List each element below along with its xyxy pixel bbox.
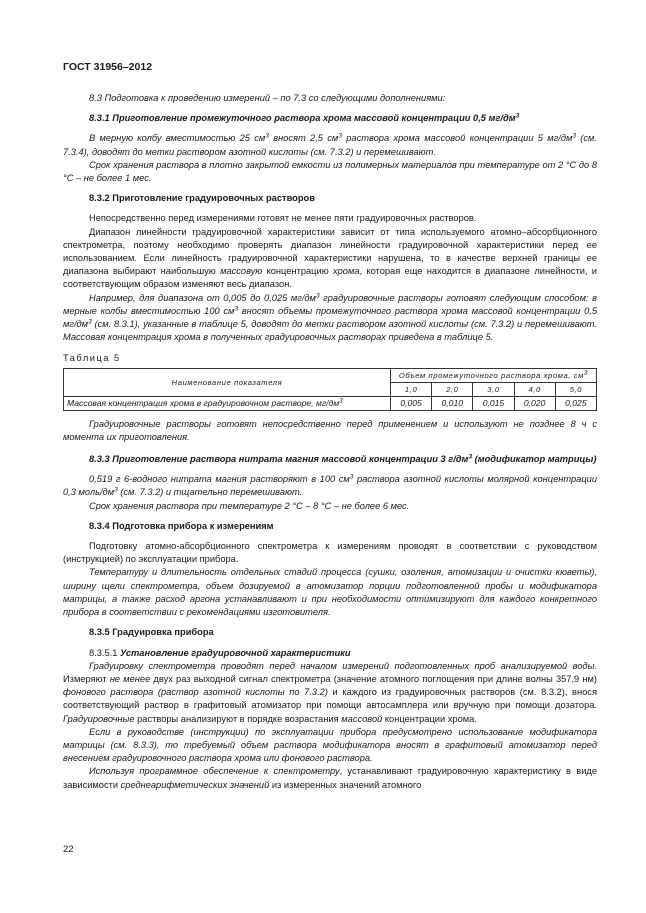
paragraph-8-3-1-a: В мерную колбу вместимостью 25 $см^3$ вносят 2,5 $см^3$ раствора хрома массовой концентрации 5 $мг/дм^3$ (см. 7.3.4), доводят до метки раствором азотной кислоты (см. 7.3.2) и перемешивают. xyxy=(63,132,597,157)
table-value-cell: 0,005 xyxy=(391,396,432,410)
paragraph-8-3-4-b: Температуру и длительность отдельных стадий процесса (сушки, озоления, атомизации и очистки кюветы), ширину щели спектрометра, объем дозируемой в атомизатор порции подготовленной пробы и модификатора матрицы, а также расход аргона устанавливают и при необходимости оптимизируют для каждого конкретного прибора в соответствии с рекомендациями изготовителя. xyxy=(63,567,597,618)
paragraph-8-3-2-c: Например, для диапазона от 0,005 до 0,025 $мг/дм^3$ градуировочные растворы готовят следующим способом: в мерные колбы вместимостью 100 $см^3$ вносят объемы промежуточного раствора хрома массовой концентрации 0,5 $мг/дм^3$ (см. 8.3.1), указанные в таблице 5, доводят до метки раствором азотной кислоты (см. 7.3.2) и перемешивают. Массовая концентрация хрома в полученных градуировочных растворах приведена в таблице 5. xyxy=(63,292,597,343)
table-header-row xyxy=(64,368,597,382)
table-col-header: Наименование показателя xyxy=(64,368,391,396)
paragraph-8-3-5-1-b: Если в руководстве (инструкции) по эксплуатации прибора предусмотрено использование модификатора матрицы (см. 8.3.3), то требуемый объем раствора модификатора вносят в графитовый атомизатор перед внесением градуировочного раствора хрома или фонового раствора. xyxy=(63,726,597,764)
paragraph-8-3-4-a: Подготовку атомно-абсорбционного спектрометра к измерениям проводят в соответствии с руководством (инструкцией) по эксплуатации прибора. xyxy=(63,541,597,565)
table-volume-cell: 5,0 xyxy=(555,382,596,396)
table-group-header: Объем промежуточного раствора хрома, $см^3$ xyxy=(391,368,597,382)
paragraph-8-3-2-b: Диапазон линейности градуировочной характеристики зависит от типа используемого атомно–абсорбционного спектрометра, поэтому необходимо проверять диапазон линейности градуировочной характеристики перед ее использованием. Если линейность градуировочной характеристики нарушена, то в качестве верхней границы ее диапазона выбирают наибольшую массовую концентрацию хрома, которая еще находится в диапазоне линейности, и соответствующим образом изменяют весь диапазон. xyxy=(63,226,597,290)
paragraph-8-3-2-a: Непосредственно перед измерениями готовят не менее пяти градуировочных растворов. xyxy=(89,213,477,224)
table-volume-cell: 2,0 xyxy=(432,382,473,396)
paragraph-8-3-2-d: Градуировочные растворы готовят непосредственно перед применением и используют не позднее 8 ч с момента их приготовления. xyxy=(63,418,597,442)
document-body xyxy=(63,92,597,792)
document-header: ГОСТ 31956–2012 xyxy=(63,61,153,73)
table-value-cell: 0,015 xyxy=(473,396,514,410)
heading-8-3-5-1: 8.3.5.1 Установление градуировочной характеристики xyxy=(89,647,351,658)
page-number: 22 xyxy=(63,844,74,855)
table-volume-cell: 4,0 xyxy=(514,382,555,396)
paragraph-8-3-3-a: 0,519 г 6-водного нитрата магния растворяют в 100 $см^3$ раствора азотной кислоты молярной концентрации 0,3 моль/$дм^3$ (см. 7.3.2) и тщательно перемешивают. xyxy=(63,473,598,498)
heading-8-3-1: 8.3.1 Приготовление промежуточного раствора хрома массовой концентрации 0,5 $мг/дм^3$ xyxy=(89,112,520,124)
paragraph-8-3-1-b: Срок хранения раствора в плотно закрытой емкости из полимерных материалов при температуре от 2 °С до 8 °С – не более 1 мес. xyxy=(63,159,597,184)
heading-8-3-2: 8.3.2 Приготовление градуировочных растворов xyxy=(89,193,315,204)
table-value-cell: 0,025 xyxy=(555,396,596,410)
table-volume-cell: 1,0 xyxy=(391,382,432,396)
table-volume-cell: 3,0 xyxy=(473,382,514,396)
table-caption: Таблица 5 xyxy=(63,353,121,364)
heading-8-3-4: 8.3.4 Подготовка прибора к измерениям xyxy=(89,520,274,531)
table-row xyxy=(64,396,597,410)
table-row-label: Массовая концентрация хрома в градуировочном растворе, $мг/дм^3$ xyxy=(64,396,391,410)
heading-8-3-3: 8.3.3 Приготовление раствора нитрата магния массовой концентрации 3 $г/дм^3$ (модификатор матрицы) xyxy=(89,453,597,465)
paragraph-8-3-5-1-a: Градуировку спектрометра проводят перед началом измерений подготовленных проб анализируемой воды. Измеряют не менее двух раз выходной сигнал спектрометра (значение атомного поглощения при длине волны 357,9 нм) фонового раствора (раствор азотной кислоты по 7.3.2) и каждого из градуировочных растворов (см. 8.3.2), внося соответствующий раствор в графитовый атомизатор при помощи автосамплера или вручную при помощи дозатора. Градуировочные растворы анализируют в порядке возрастания массовой концентрации хрома. xyxy=(63,660,598,724)
table-value-cell: 0,010 xyxy=(432,396,473,410)
table-5 xyxy=(63,368,597,411)
paragraph-8-3: 8.3 Подготовка к проведению измерений – по 7.3 со следующими дополнениями: xyxy=(89,93,446,103)
heading-8-3-5: 8.3.5 Градуировка прибора xyxy=(89,627,214,638)
paragraph-8-3-3-b: Срок хранения раствора при температуре 2 °С – 8 °С – не более 6 мес. xyxy=(89,500,410,511)
paragraph-8-3-5-1-c: Используя программное обеспечение к спектрометру, устанавливают градуировочную характеристику в виде зависимости среднеарифметических значений из измеренных значений атомного xyxy=(63,766,597,790)
table-value-cell: 0,020 xyxy=(514,396,555,410)
